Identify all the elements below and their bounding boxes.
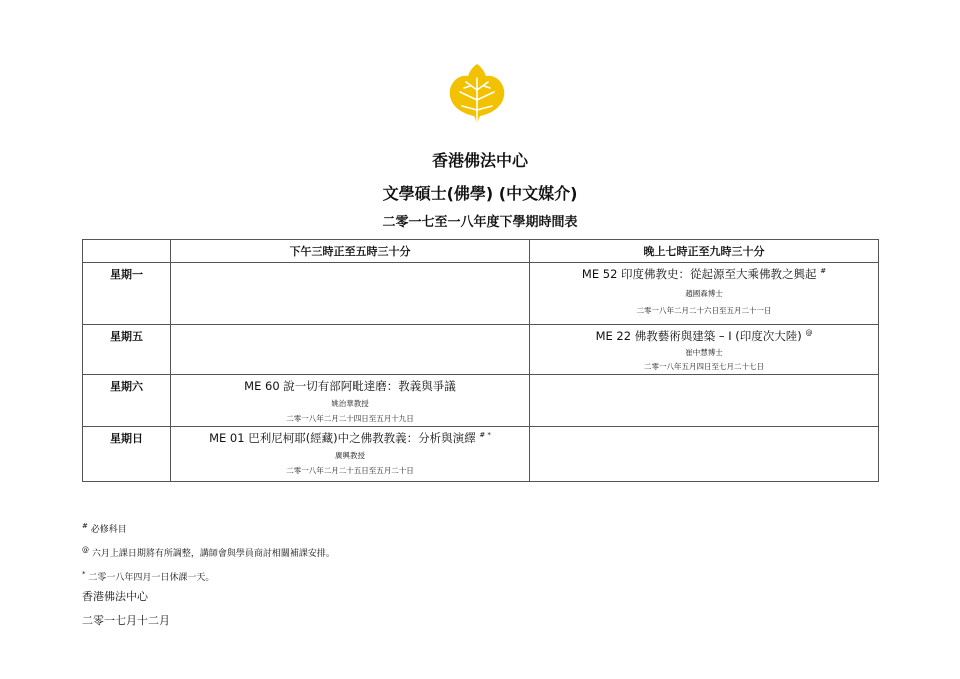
table-row xyxy=(83,427,879,482)
table-row xyxy=(83,263,879,325)
footer-date: 二零一七月十二月 xyxy=(82,614,170,627)
course-mark: @ xyxy=(805,329,813,338)
lecturer: 崔中慧博士 xyxy=(685,348,723,357)
evening-slot xyxy=(530,325,879,375)
afternoon-slot xyxy=(171,427,530,482)
footnote: @ 六月上課日期將有所調整，講師會與學員商討相關補課安排。 xyxy=(82,546,335,559)
timetable xyxy=(82,239,879,482)
day-label: 星期日 xyxy=(83,427,171,482)
course-title: ME 60 說一切有部阿毗達磨：教義與爭議 xyxy=(244,379,456,393)
day-label: 星期五 xyxy=(83,325,171,375)
table-row xyxy=(83,375,879,427)
lecturer: 趙國森博士 xyxy=(685,289,723,298)
course-dates: 二零一八年二月二十四日至五月十九日 xyxy=(286,414,414,423)
program-title: 文學碩士(佛學) (中文媒介) xyxy=(382,184,578,203)
course-mark: # * xyxy=(479,431,491,440)
course-dates: 二零一八年二月二十六日至五月二十一日 xyxy=(636,306,772,315)
afternoon-slot xyxy=(171,375,530,427)
course-title: ME 01 巴利尼柯耶(經藏)中之佛教教義：分析與演繹 # * xyxy=(209,431,491,445)
org-title: 香港佛法中心 xyxy=(431,151,528,170)
evening-slot-empty xyxy=(530,427,879,482)
evening-slot xyxy=(530,263,879,325)
signature-block xyxy=(82,585,170,633)
afternoon-slot-empty xyxy=(171,263,530,325)
footnote: * 二零一八年四月一日休課一天。 xyxy=(82,570,215,583)
afternoon-header: 下午三時正至五時三十分 xyxy=(171,240,530,263)
footnote: # 必修科目 xyxy=(82,522,127,535)
course-title: ME 22 佛教藝術與建築 – I (印度次大陸) @ xyxy=(595,329,813,343)
course-title: ME 52 印度佛教史：從起源至大乘佛教之興起 # xyxy=(581,267,827,281)
footnotes xyxy=(82,516,335,588)
course-dates: 二零一八年二月二十五日至五月二十日 xyxy=(286,466,414,475)
course-dates: 二零一八年五月四日至七月二十七日 xyxy=(644,362,764,371)
day-label: 星期一 xyxy=(83,263,171,325)
lecturer: 姚治華教授 xyxy=(331,399,369,408)
footer-org: 香港佛法中心 xyxy=(82,590,148,603)
corner-header xyxy=(83,240,171,263)
lecturer: 廣興教授 xyxy=(335,451,365,460)
table-row xyxy=(83,325,879,375)
term-title: 二零一七至一八年度下學期時間表 xyxy=(382,215,578,230)
evening-slot-empty xyxy=(530,375,879,427)
day-label: 星期六 xyxy=(83,375,171,427)
evening-header: 晚上七時正至九時三十分 xyxy=(530,240,879,263)
afternoon-slot-empty xyxy=(171,325,530,375)
bodhi-leaf-logo xyxy=(446,64,508,132)
course-mark: # xyxy=(820,267,827,276)
